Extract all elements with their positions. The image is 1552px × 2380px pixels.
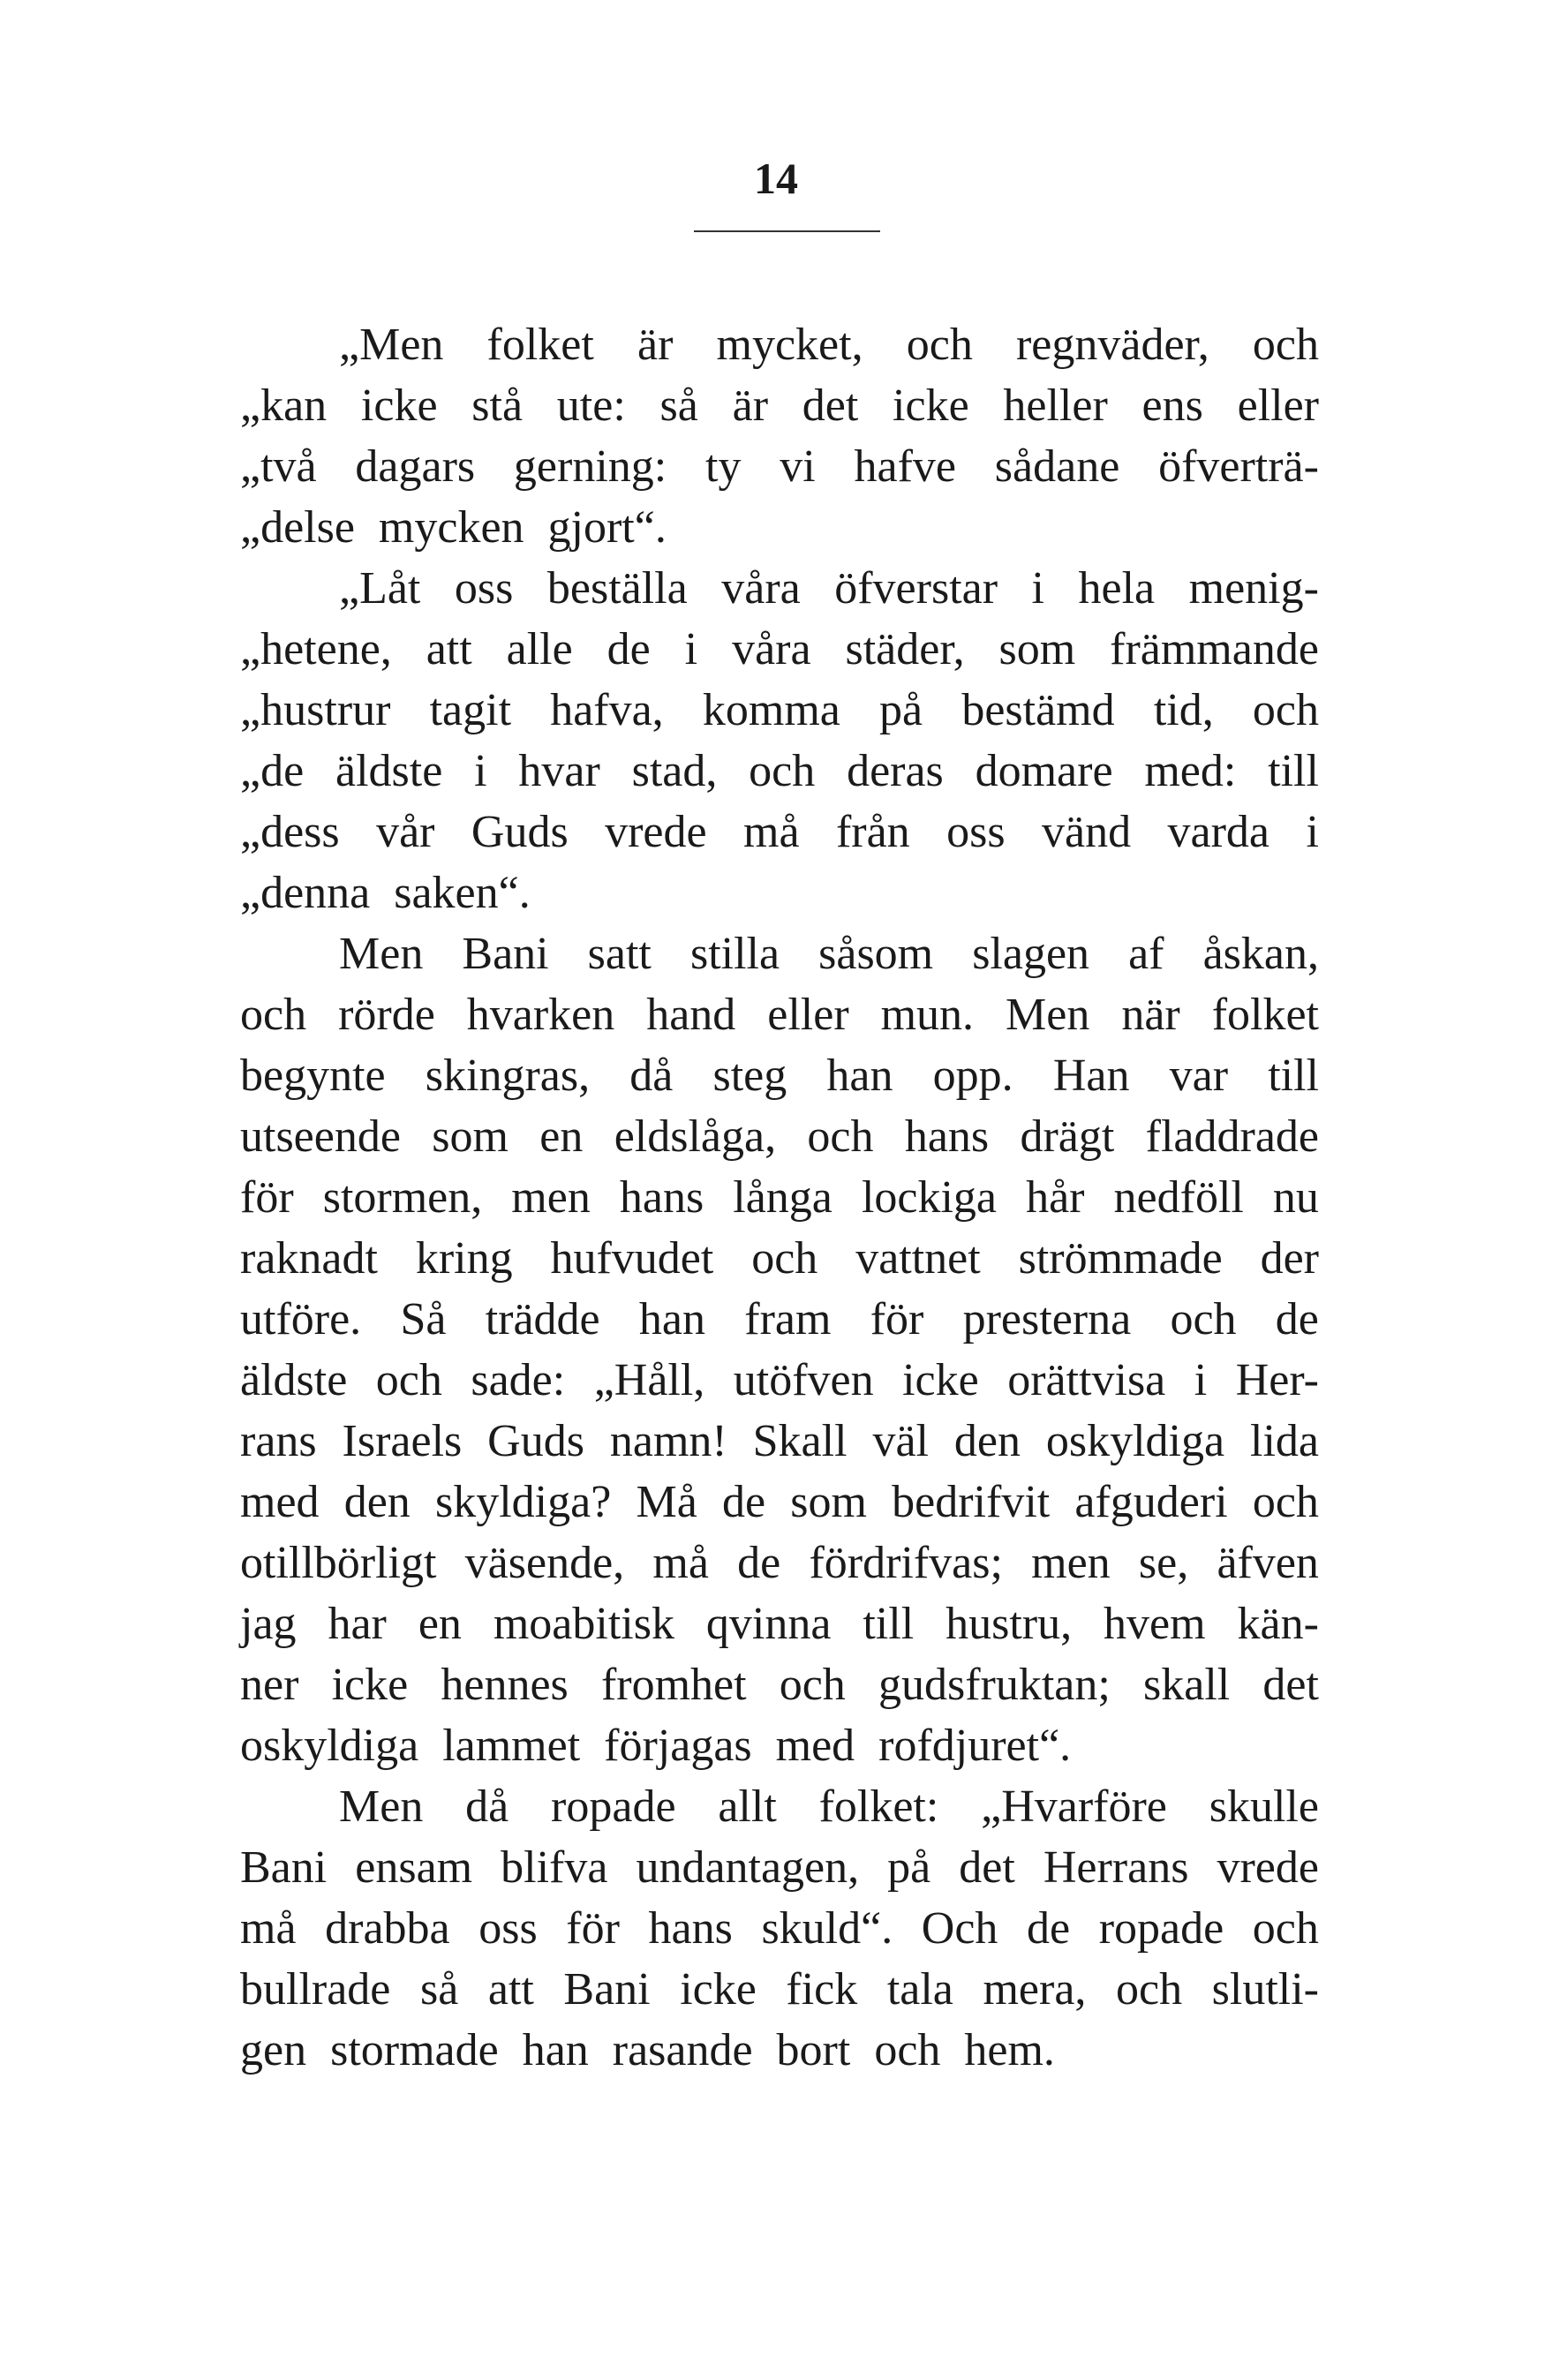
text-line: begynte skingras, då steg han opp. Han var till — [240, 1051, 1319, 1101]
text-line: Men Bani satt stilla såsom slagen af åskan, — [339, 929, 1319, 979]
text-line: „Men folket är mycket, och regnväder, och — [339, 320, 1319, 370]
paragraph — [240, 314, 1319, 558]
text-line: raknadt kring hufvudet och vattnet strömmade der — [240, 1233, 1319, 1284]
text-line: „två dagars gerning: ty vi hafve sådane öfverträ- — [240, 441, 1319, 492]
text-line: „de äldste i hvar stad, och deras domare med: till — [240, 746, 1319, 796]
text-line: Men då ropade allt folket: „Hvarföre skulle — [339, 1781, 1319, 1832]
text-line: „delse mycken gjort“. — [240, 502, 667, 553]
text-line: „kan icke stå ute: så är det icke heller ens eller — [240, 380, 1319, 431]
text-line: rans Israels Guds namn! Skall väl den oskyldiga lida — [240, 1416, 1319, 1466]
text-line: „dess vår Guds vrede må från oss vänd varda i — [240, 807, 1319, 857]
text-line: jag har en moabitisk qvinna till hustru, hvem kän- — [240, 1599, 1319, 1649]
paragraph — [240, 1776, 1319, 2081]
text-line: utföre. Så trädde han fram för presterna och de — [240, 1294, 1319, 1344]
text-line: gen stormade han rasande bort och hem. — [240, 2025, 1055, 2075]
text-line: må drabba oss för hans skuld“. Och de ropade och — [240, 1903, 1319, 1954]
text-line: ner icke hennes fromhet och gudsfruktan; skall det — [240, 1660, 1319, 1710]
text-line: oskyldiga lammet förjagas med rofdjuret“. — [240, 1721, 1072, 1771]
paragraph — [240, 558, 1319, 923]
text-line: „denna saken“. — [240, 868, 531, 918]
text-line: bullrade så att Bani icke fick tala mera, och slutli- — [240, 1964, 1319, 2015]
text-line: och rörde hvarken hand eller mun. Men när folket — [240, 990, 1319, 1040]
text-line: äldste och sade: „Håll, utöfven icke orättvisa i Her- — [240, 1355, 1319, 1405]
text-line: „Låt oss beställa våra öfverstar i hela menig- — [339, 563, 1319, 614]
paragraph — [240, 923, 1319, 1776]
page-number: 14 — [754, 154, 798, 203]
text-line: „hetene, att alle de i våra städer, som främmande — [240, 624, 1319, 674]
text-line: med den skyldiga? Må de som bedrifvit afguderi och — [240, 1477, 1319, 1527]
text-line: otillbörligt väsende, må de fördrifvas; men se, äfven — [240, 1538, 1319, 1588]
text-line: utseende som en eldslåga, och hans drägt fladdrade — [240, 1111, 1319, 1162]
header-rule — [694, 230, 880, 232]
text-line: för stormen, men hans långa lockiga hår nedföll nu — [240, 1172, 1319, 1223]
body-text — [240, 314, 1319, 2081]
text-line: Bani ensam blifva undantagen, på det Herrans vrede — [240, 1842, 1319, 1893]
text-line: „hustrur tagit hafva, komma på bestämd tid, och — [240, 685, 1319, 735]
